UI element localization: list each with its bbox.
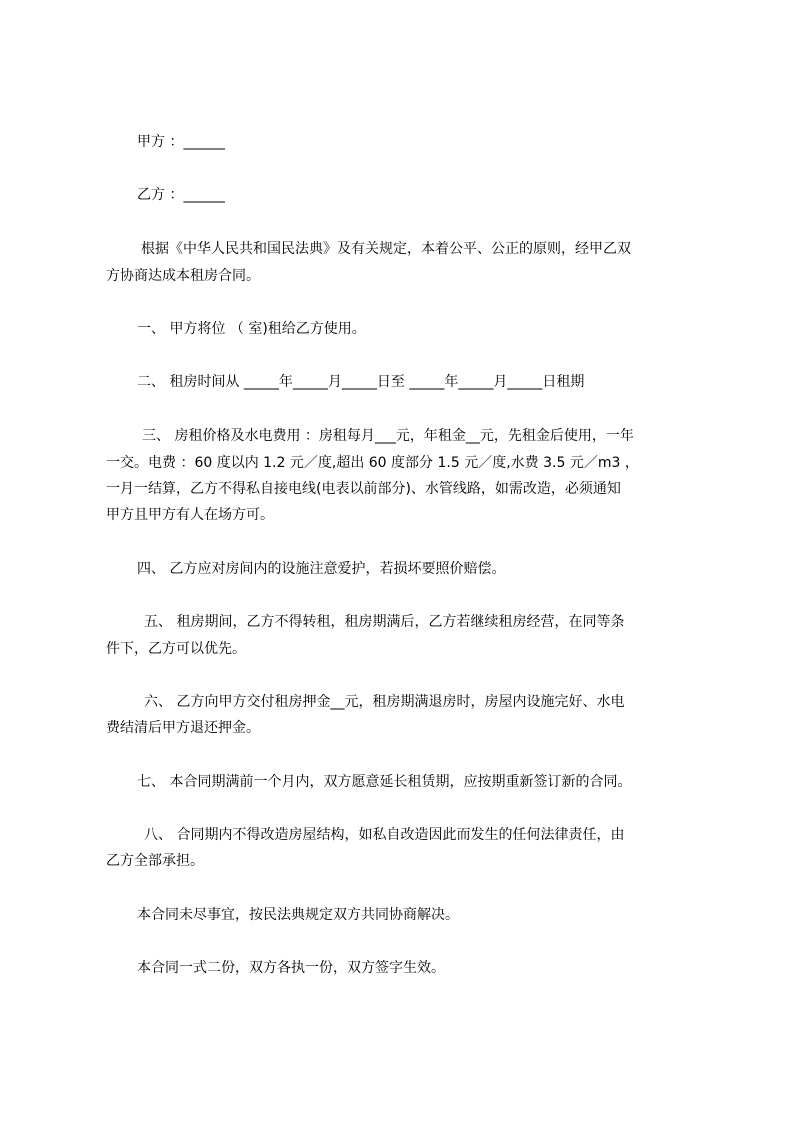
- clause-3-line-2: 一交。电费 ：60 度以内 1.2 元／度,超出 60 度部分 1.5 元／度,水费 3.5 元／m3 ，: [106, 455, 639, 471]
- clause-5-line-1: 五、 租房期间，乙方不得转租，租房期满后，乙方若继续租房经营，在同等条: [144, 614, 625, 630]
- preamble-line-1: 根据《中华人民共和国民法典》及有关规定，本着公平、公正的原则，经甲乙双: [141, 241, 631, 257]
- clause-2-line-1: 二、 租房时间从 _____年_____月_____日至 _____年_____月_____日租期: [137, 374, 585, 390]
- clause-6-line-2: 费结清后甲方退还押金。: [106, 720, 260, 736]
- clause-1-line-1: 一、 甲方将位 （ 室)租给乙方使用。: [137, 321, 366, 337]
- clause-5-line-2: 件下，乙方可以优先。: [106, 641, 246, 657]
- clause-4-line-1: 四、 乙方应对房间内的设施注意爱护，若损坏要照价赔偿。: [137, 561, 506, 577]
- closing-line-2: 本合同一式二份，双方各执一份，双方签字生效。: [137, 960, 445, 976]
- party-a-line: 甲方 ：______: [137, 134, 226, 150]
- clause-8-line-1: 八、 合同期内不得改造房屋结构，如私自改造因此而发生的任何法律责任，由: [144, 827, 625, 843]
- preamble-line-2: 方协商达成本租房合同。: [106, 268, 260, 284]
- clause-3-line-3: 一月一结算，乙方不得私自接电线(电表以前部分)、水管线路，如需改造，必须通知: [106, 481, 621, 497]
- clause-7-line-1: 七、 本合同期满前一个月内，双方愿意延长租赁期，应按期重新签订新的合同。: [137, 774, 632, 790]
- clause-3-line-1: 三、 房租价格及水电费用 ：房租每月___元，年租金__元，先租金后使用，一年: [142, 428, 634, 444]
- clause-8-line-2: 乙方全部承担。: [106, 853, 204, 869]
- closing-line-1: 本合同未尽事宜，按民法典规定双方共同协商解决。: [137, 907, 459, 923]
- party-b-line: 乙方 ：______: [137, 187, 226, 203]
- clause-3-line-4: 甲方且甲方有人在场方可。: [106, 507, 274, 523]
- clause-6-line-1: 六、 乙方向甲方交付租房押金__元，租房期满退房时，房屋内设施完好、水电: [144, 694, 625, 710]
